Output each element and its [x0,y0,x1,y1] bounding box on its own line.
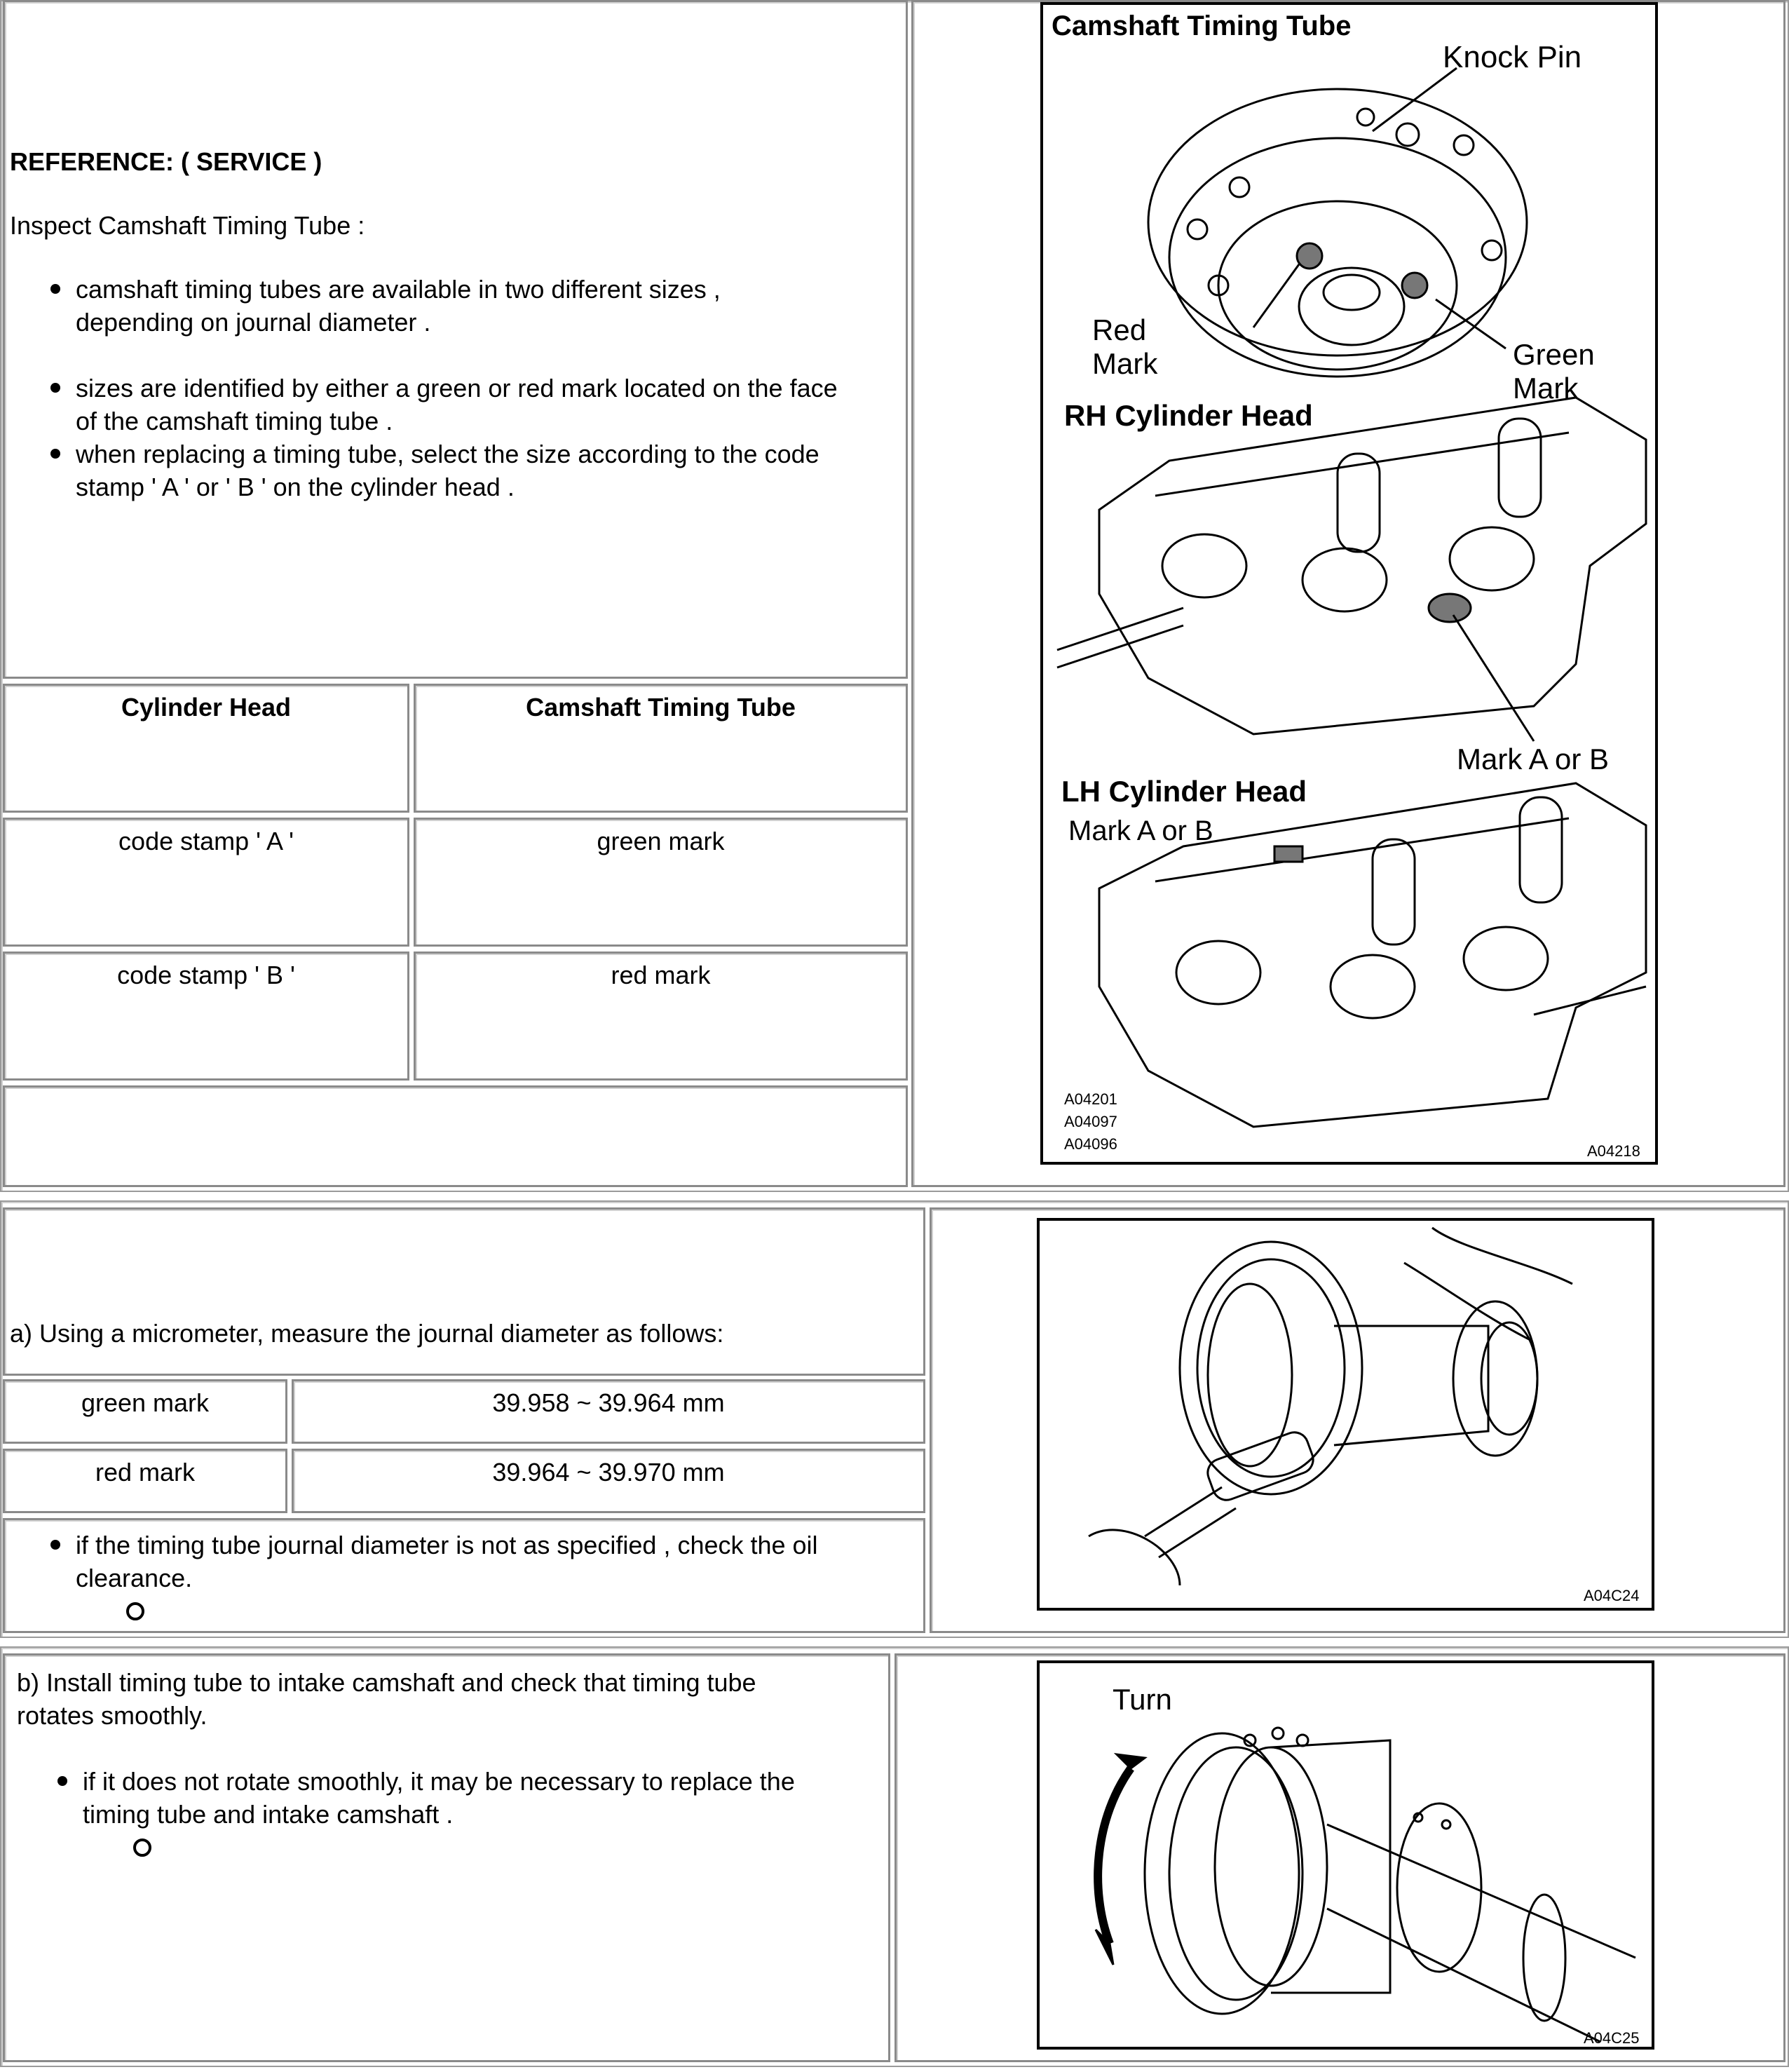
section-2-text-cell [3,1207,925,1376]
label-green-mark: Green Mark [1513,338,1595,405]
bullet-item: camshaft timing tubes are available in two different sizes , depending on journal diameter . [0,273,897,339]
table-cell-text: red mark [611,961,711,989]
rotation-diagram-drawing [1040,1663,1657,2052]
bullet-item: when replacing a timing tube, select the size according to the code stamp ' A ' or ' B ' on the cylinder head . [0,438,897,503]
empty-cell [3,1085,908,1187]
table-cell-text: red mark [95,1458,196,1487]
table-cell-text: code stamp ' B ' [117,961,295,989]
figure-code: A04201 A04097 A04096 [1064,1090,1117,1153]
camshaft-diagram-drawing [1043,5,1661,1167]
table-cell-text: 39.964 ~ 39.970 mm [492,1458,725,1487]
fig-title: Camshaft Timing Tube [1052,11,1352,41]
micrometer-diagram-drawing [1040,1221,1657,1613]
col-header-timing-tube: Camshaft Timing Tube [526,693,796,722]
label-red-mark: Red Mark [1092,313,1158,380]
section-3-bullet-list [7,1765,883,1831]
reference-heading: REFERENCE: ( SERVICE ) [10,147,322,176]
label-rh-cylinder-head: RH Cylinder Head [1064,399,1313,432]
bullet-item: sizes are identified by either a green or red mark located on the face of the camshaft timing tube . [0,372,897,438]
figure-code: A04218 [1587,1142,1640,1160]
col-header-cylinder-head: Cylinder Head [121,693,292,722]
section-2-bullet-list [0,1529,918,1594]
section-1-bullet-list [0,273,897,503]
label-knock-pin: Knock Pin [1443,40,1582,74]
table-cell-text: code stamp ' A ' [118,827,294,855]
instruction-a: a) Using a micrometer, measure the journal diameter as follows: [10,1319,724,1348]
table-cell-text: 39.958 ~ 39.964 mm [492,1388,725,1417]
label-turn: Turn [1113,1683,1172,1716]
table-cell-text: green mark [81,1388,210,1417]
sub-bullet-circle [126,1602,144,1620]
camshaft-diagram [1040,2,1658,1165]
label-lh-cylinder-head: LH Cylinder Head [1061,775,1307,808]
instruction-b: b) Install timing tube to intake camshaft and check that timing tube rotates smoothly. [17,1668,756,1730]
bullet-item: if it does not rotate smoothly, it may be necessary to replace the timing tube and intake camshaft . [7,1765,883,1831]
micrometer-diagram [1037,1218,1654,1611]
intro-text: Inspect Camshaft Timing Tube : [10,211,365,240]
figure-code: A04C25 [1584,2029,1640,2047]
sub-bullet-circle [133,1839,151,1857]
table-cell-text: green mark [597,827,725,855]
label-mark-a-or-b: Mark A or B [1068,815,1213,846]
rotation-diagram [1037,1660,1654,2050]
bullet-item: if the timing tube journal diameter is not as specified , check the oil clearance. [0,1529,918,1594]
label-mark-a-or-b: Mark A or B [1457,743,1610,776]
figure-code: A04C24 [1584,1587,1640,1604]
